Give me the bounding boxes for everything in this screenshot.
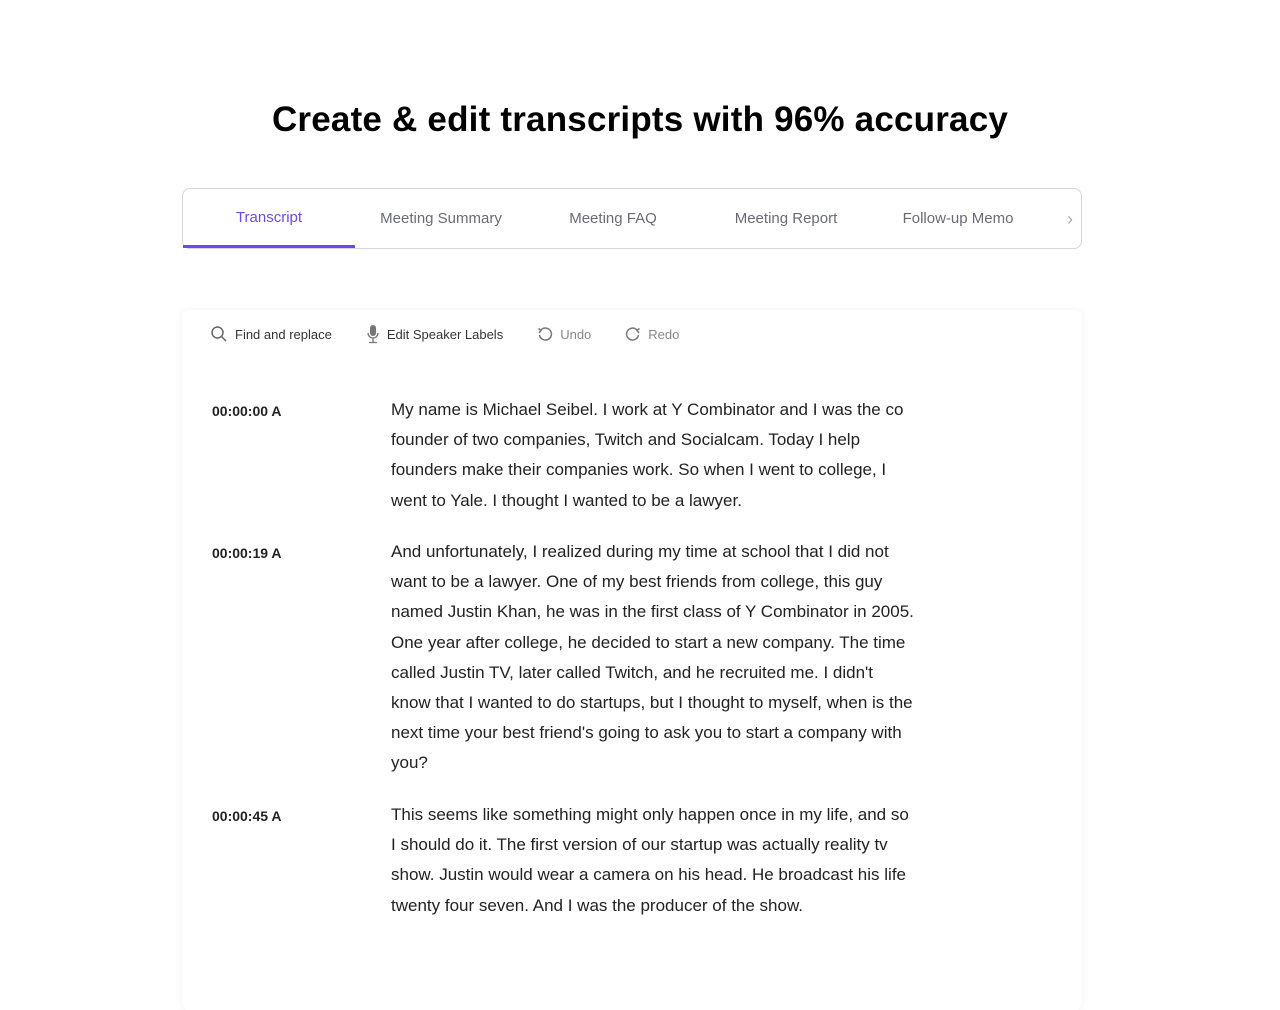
page-headline: Create & edit transcripts with 96% accuracy — [271, 100, 1009, 139]
search-icon — [210, 325, 228, 343]
find-replace-label: Find and replace — [235, 326, 332, 342]
tab-transcript[interactable]: Transcript — [183, 189, 355, 248]
tab-bar — [182, 188, 1082, 249]
chevron-right-icon[interactable]: › — [1067, 209, 1073, 229]
transcript-card — [182, 310, 1082, 1010]
edit-speaker-labels-label: Edit Speaker Labels — [386, 326, 504, 342]
find-replace-button[interactable] — [210, 324, 332, 344]
tab-meeting-faq[interactable]: Meeting FAQ — [569, 210, 657, 227]
undo-label: Undo — [560, 326, 592, 342]
undo-icon — [537, 326, 553, 342]
timestamp-speaker[interactable]: 00:00:45 A — [212, 808, 282, 824]
redo-icon — [625, 326, 641, 342]
editor-toolbar — [210, 324, 713, 344]
transcript-text[interactable]: And unfortunately, I realized during my time at school that I did not want to be a lawyer. One of my best friends from college, this guy named Justin Khan, he was in the first class of Y Combinator in 2005. One year after college, he decided to start a new company. The time called Justin TV, later called Twitch, and he recruited me. I didn't know that I wanted to do startups, but I thought to myself, when is the next time your best friend's going to ask you to start a company with you? — [391, 542, 914, 773]
timestamp-speaker[interactable]: 00:00:00 A — [212, 403, 282, 419]
undo-button[interactable] — [537, 324, 591, 344]
tab-meeting-summary[interactable]: Meeting Summary — [380, 210, 502, 227]
redo-button[interactable] — [625, 324, 679, 344]
microphone-icon — [366, 324, 380, 344]
transcript-text[interactable]: This seems like something might only happen once in my life, and so I should do it. The first version of our startup was actually reality tv show. Justin would wear a camera on his head. He broadcast his life twenty four seven. And I was the producer of the show. — [391, 805, 909, 915]
tab-meeting-report[interactable]: Meeting Report — [734, 210, 838, 227]
transcript-text[interactable]: My name is Michael Seibel. I work at Y Combinator and I was the co founder of two companies, Twitch and Socialcam. Today I help founders make their companies work. So when I went to college, I went to Yale. I thought I wanted to be a lawyer. — [391, 400, 904, 510]
redo-label: Redo — [648, 326, 680, 342]
edit-speaker-labels-button[interactable] — [366, 324, 503, 344]
timestamp-speaker[interactable]: 00:00:19 A — [212, 545, 282, 561]
tab-follow-up-memo[interactable]: Follow-up Memo — [902, 210, 1014, 227]
